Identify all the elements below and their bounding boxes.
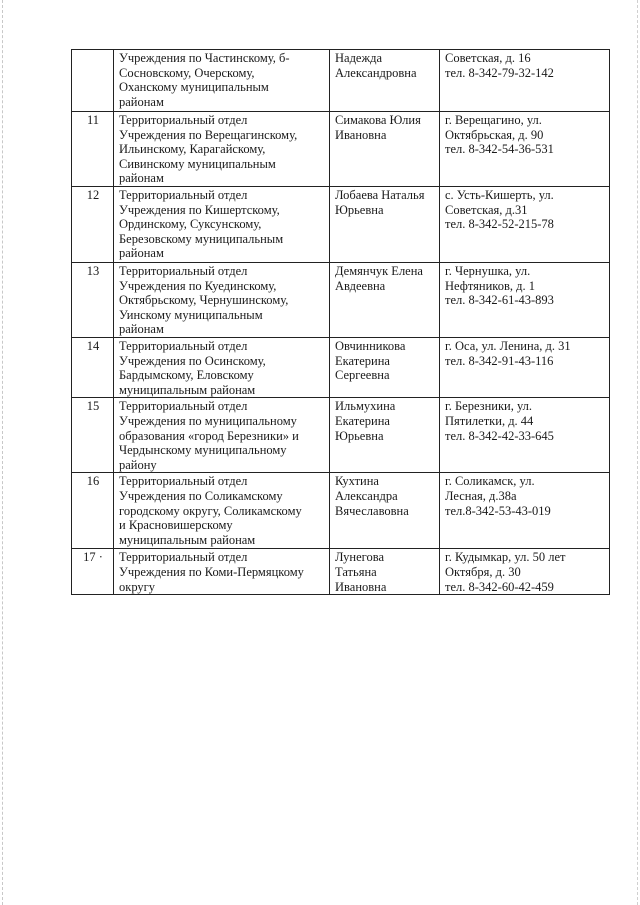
department-line: Березовскому муниципальным — [119, 231, 284, 246]
row-number — [72, 50, 114, 112]
row-number: 17 · — [72, 549, 114, 595]
head-line: Кухтина — [335, 474, 379, 489]
address-contact — [440, 338, 610, 398]
row-number: 14 — [72, 338, 114, 398]
address-line: тел. 8-342-52-215-78 — [445, 217, 554, 232]
head-line: Лобаева Наталья — [335, 188, 425, 202]
department-line: муниципальным районам — [119, 382, 256, 397]
department-line: Территориальный отдел — [119, 188, 248, 202]
head-line: Овчинникова — [335, 339, 406, 353]
table-row — [72, 549, 610, 595]
department-line: Учреждения по Верещагинскому, — [119, 127, 298, 142]
address-contact — [440, 112, 610, 187]
head-name — [330, 187, 440, 263]
department-line: Территориальный отдел — [119, 550, 248, 565]
table-row — [72, 263, 610, 338]
department-line: Учреждения по Кишертскому, — [119, 202, 280, 217]
branches-table-body — [72, 50, 610, 595]
department-line: Чердынскому муниципальному — [119, 443, 287, 458]
department-line: Учреждения по Коми-Пермяцкому — [119, 564, 304, 579]
department-name — [114, 398, 330, 473]
head-name — [330, 398, 440, 473]
department-line: району — [119, 457, 157, 472]
department-name — [114, 473, 330, 549]
department-line: Уинскому муниципальным — [119, 307, 263, 322]
table-row — [72, 473, 610, 549]
department-line: Учреждения по Частинскому, б- — [119, 51, 290, 65]
head-line: Татьяна — [335, 564, 377, 579]
department-line: Оханскому муниципальным — [119, 80, 269, 95]
department-line: районам — [119, 322, 164, 337]
scan-edge-right — [637, 0, 638, 905]
row-number: 12 — [72, 187, 114, 263]
address-contact — [440, 187, 610, 263]
department-line: Сосновскому, Очерскому, — [119, 65, 255, 80]
department-name — [114, 187, 330, 263]
address-line: тел. 8-342-60-42-459 — [445, 579, 554, 594]
address-line: г. Верещагино, ул. — [445, 113, 542, 127]
table-row — [72, 398, 610, 473]
address-contact — [440, 473, 610, 549]
department-line: Ординскому, Суксунскому, — [119, 217, 262, 232]
head-name — [330, 549, 440, 595]
department-line: районам — [119, 171, 164, 186]
address-contact — [440, 398, 610, 473]
address-line: Пятилетки, д. 44 — [445, 413, 534, 428]
address-line: Лесная, д.38а — [445, 488, 517, 503]
head-line: Александра — [335, 488, 398, 503]
address-line: г. Соликамск, ул. — [445, 474, 535, 489]
head-line: Вячеславовна — [335, 503, 409, 518]
head-line: Екатерина — [335, 353, 390, 368]
address-line: тел. 8-342-42-33-645 — [445, 428, 554, 443]
table-row — [72, 187, 610, 263]
scan-edge-left — [2, 0, 3, 905]
department-line: Учреждения по Куединскому, — [119, 278, 277, 293]
head-line: Лунегова — [335, 550, 385, 565]
head-line: Александровна — [335, 65, 417, 80]
head-line: Ивановна — [335, 127, 387, 142]
department-line: городскому округу, Соликамскому — [119, 503, 302, 518]
address-line: тел. 8-342-61-43-893 — [445, 293, 554, 308]
row-number: 11 — [72, 112, 114, 187]
address-line: Октября, д. 30 — [445, 564, 521, 579]
department-line: Учреждения по Соликамскому — [119, 488, 283, 503]
address-line: тел. 8-342-91-43-116 — [445, 353, 554, 368]
head-name — [330, 473, 440, 549]
head-line: Юрьевна — [335, 202, 384, 217]
head-line: Симакова Юлия — [335, 113, 421, 127]
department-line: образования «город Березники» и — [119, 428, 299, 443]
address-line: Октябрьская, д. 90 — [445, 127, 544, 142]
head-name — [330, 338, 440, 398]
department-line: Учреждения по муниципальному — [119, 413, 297, 428]
head-line: Юрьевна — [335, 428, 384, 443]
department-line: районам — [119, 246, 164, 261]
address-line: г. Чернушка, ул. — [445, 264, 531, 278]
address-contact — [440, 263, 610, 338]
department-line: Территориальный отдел — [119, 474, 248, 489]
department-line: Территориальный отдел — [119, 339, 248, 353]
head-line: Ивановна — [335, 579, 387, 594]
department-line: Октябрьскому, Чернушинскому, — [119, 293, 289, 308]
branches-table — [71, 49, 610, 595]
department-line: Территориальный отдел — [119, 264, 248, 278]
department-line: округу — [119, 579, 156, 594]
address-line: тел. 8-342-79-32-142 — [445, 65, 554, 80]
table-row — [72, 112, 610, 187]
department-line: Территориальный отдел — [119, 113, 248, 127]
address-line: Советская, д.31 — [445, 202, 528, 217]
address-line: г. Оса, ул. Ленина, д. 31 — [445, 339, 571, 353]
department-line: Ильинскому, Карагайскому, — [119, 142, 266, 157]
address-contact — [440, 50, 610, 112]
department-line: Бардымскому, Еловскому — [119, 368, 254, 383]
department-name — [114, 263, 330, 338]
table-row — [72, 338, 610, 398]
table-row — [72, 50, 610, 112]
head-line: Ильмухина — [335, 399, 396, 414]
head-line: Екатерина — [335, 413, 390, 428]
row-number: 16 — [72, 473, 114, 549]
department-line: и Красновишерскому — [119, 518, 233, 533]
department-name — [114, 112, 330, 187]
address-line: тел.8-342-53-43-019 — [445, 503, 551, 518]
department-line: муниципальным районам — [119, 532, 256, 547]
department-line: Сивинскому муниципальным — [119, 156, 276, 171]
department-line: Территориальный отдел — [119, 399, 248, 414]
head-line: Сергеевна — [335, 368, 390, 383]
head-line: Демянчук Елена — [335, 264, 423, 278]
head-line: Надежда — [335, 51, 383, 65]
address-line: Нефтяников, д. 1 — [445, 278, 535, 293]
address-line: г. Березники, ул. — [445, 399, 533, 414]
address-contact — [440, 549, 610, 595]
department-name — [114, 338, 330, 398]
head-name — [330, 112, 440, 187]
head-line: Авдеевна — [335, 278, 386, 293]
head-name — [330, 263, 440, 338]
address-line: тел. 8-342-54-36-531 — [445, 142, 554, 157]
address-line: г. Кудымкар, ул. 50 лет — [445, 550, 566, 565]
department-name — [114, 549, 330, 595]
row-number: 13 — [72, 263, 114, 338]
department-line: районам — [119, 94, 164, 109]
address-line: Советская, д. 16 — [445, 51, 531, 65]
address-line: с. Усть-Кишерть, ул. — [445, 188, 554, 202]
department-line: Учреждения по Осинскому, — [119, 353, 266, 368]
department-name — [114, 50, 330, 112]
row-number: 15 — [72, 398, 114, 473]
head-name — [330, 50, 440, 112]
